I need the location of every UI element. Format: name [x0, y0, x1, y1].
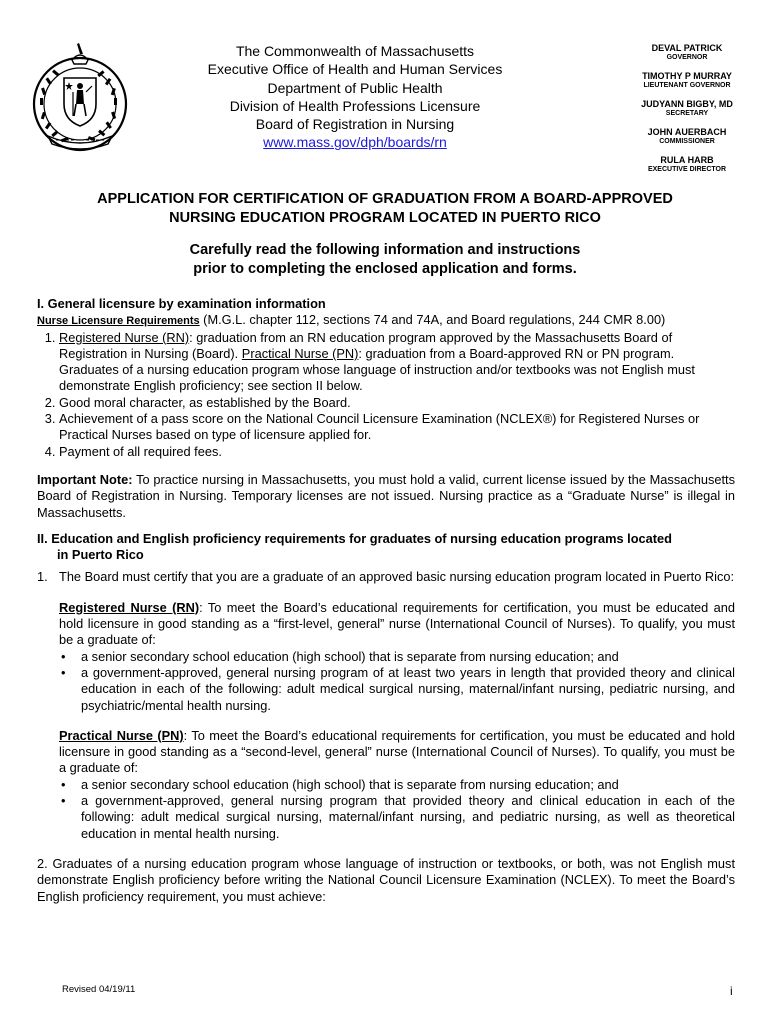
requirement-text: : graduation from a Board-approved RN or PN program. Graduates of a nursing education program whose language of instruction and/or textbooks was not English must demonstrate English proficiency; see section II below. — [59, 345, 695, 394]
pn-requirements-block — [37, 728, 735, 842]
official-entry — [612, 99, 762, 118]
official-entry — [612, 43, 762, 62]
list-item: • a government-approved, general nursing program that provided theory and clinical education in each of the following: adult medical surgical nursing, maternal/infant nursing, and pediatric nursing, as well as theoretical education in mental health nursing. — [59, 793, 735, 842]
document-body — [37, 296, 735, 918]
official-name: JOHN AUERBACH — [647, 127, 727, 137]
heading-line: in Puerto Rico — [57, 547, 144, 563]
massachusetts-seal-icon — [28, 40, 132, 156]
board-website-link[interactable]: www.mass.gov/dph/boards/rn — [263, 134, 447, 151]
important-text: To practice nursing in Massachusetts, you must hold a valid, current license issued by the Massachusetts Board of Registration in Nursing. Temporary licenses are not issued. Nursing practice as a “Graduate Nurse” is illegal in Massachusetts. — [37, 471, 735, 520]
rn-bullet-list — [59, 649, 735, 714]
list-item — [59, 330, 735, 395]
rn-label: Registered Nurse (RN) — [59, 329, 190, 345]
official-title: LIEUTENANT GOVERNOR — [643, 82, 731, 89]
official-title: EXECUTIVE DIRECTOR — [647, 166, 727, 173]
rn-title: Registered Nurse (RN) — [59, 599, 200, 615]
official-entry — [612, 71, 762, 90]
agency-line: The Commonwealth of Massachusetts — [235, 43, 475, 59]
requirement-text: : graduation from an RN education program approved by the Massachusetts Board of Registration in Nursing (Board). — [59, 329, 673, 361]
document-title — [20, 190, 750, 227]
list-item: 4. Payment of all required fees. — [59, 444, 735, 460]
official-entry — [612, 127, 762, 146]
list-item: 3. Achievement of a pass score on the National Council Licensure Examination (NCLEX®) for Registered Nurses or Practical Nurses based on type of licensure applied for. — [59, 411, 735, 444]
important-label: Important Note: — [37, 471, 133, 487]
requirements-list — [37, 330, 735, 460]
official-name: RULA HARB — [660, 155, 714, 165]
rn-text: : To meet the Board’s educational requirements for certification, you must be educated and hold licensure in good standing as a “first-level, general” nurse (International Council of Nurses). To qualify, you must be a graduate of: — [59, 599, 735, 648]
instructions-notice — [20, 241, 750, 278]
list-item: • a government-approved, general nursing program of at least two years in length that provided theory and clinical education in each of the following: adult medical surgical nursing, maternal/infant nursing, pediatric nursing, and psychiatric/mental health nursing. — [59, 665, 735, 714]
requirements-label: Nurse Licensure Requirements — [37, 315, 200, 328]
pn-label: Practical Nurse (PN) — [241, 345, 359, 361]
section-2-item-2: 2. Graduates of a nursing education program whose language of instruction or textbooks, or both, was not English must demonstrate English proficiency before writing the National Council Licensure Examination (NCLEX). To meet the Board’s English proficiency requirement, you must achieve: — [37, 855, 735, 904]
section-2-item-1 — [37, 569, 735, 585]
officials-list — [612, 43, 762, 179]
list-item: • a senior secondary school education (high school) that is separate from nursing education; and — [59, 649, 735, 665]
official-entry — [612, 155, 762, 174]
official-title: GOVERNOR — [666, 54, 708, 61]
rn-requirements-block — [37, 600, 735, 714]
page-number: i — [730, 984, 733, 998]
official-name: TIMOTHY P MURRAY — [642, 71, 732, 81]
title-line: APPLICATION FOR CERTIFICATION OF GRADUATION FROM A BOARD-APPROVED — [97, 191, 673, 207]
item-number: 1. — [37, 569, 48, 585]
important-note — [37, 472, 735, 521]
official-title: COMMISSIONER — [659, 138, 715, 145]
agency-line: Division of Health Professions Licensure — [229, 97, 481, 114]
agency-line: Board of Registration in Nursing — [255, 116, 455, 133]
revision-date: Revised 04/19/11 — [62, 984, 136, 995]
title-line: NURSING EDUCATION PROGRAM LOCATED IN PUERTO RICO — [169, 209, 601, 226]
section-2-heading — [37, 531, 735, 564]
pn-bullet-list — [59, 777, 735, 842]
official-title: SECRETARY — [665, 110, 709, 117]
notice-line: Carefully read the following information and instructions — [189, 242, 581, 258]
notice-line: prior to completing the enclosed application and forms. — [193, 260, 577, 277]
list-item: 2. Good moral character, as established by the Board. — [59, 395, 735, 411]
item-text: The Board must certify that you are a graduate of an approved basic nursing education program located in Puerto Rico: — [59, 569, 735, 585]
agency-line: Department of Public Health — [267, 79, 443, 96]
agency-header — [205, 42, 505, 152]
official-name: DEVAL PATRICK — [651, 43, 723, 53]
pn-text: : To meet the Board’s educational requirements for certification, you must be educated and hold licensure in good standing as a “second-level, general” nurse (International Council of Nurses). To qualify, you must be a graduate of: — [59, 727, 735, 776]
official-name: JUDYANN BIGBY, MD — [641, 99, 733, 109]
list-item: • a senior secondary school education (high school) that is separate from nursing education; and — [59, 777, 735, 793]
requirements-intro — [37, 312, 735, 329]
pn-title: Practical Nurse (PN) — [59, 727, 184, 743]
section-1-heading: I. General licensure by examination information — [37, 296, 326, 311]
requirements-citation: (M.G.L. chapter 112, sections 74 and 74A, and Board regulations, 244 CMR 8.00) — [199, 312, 666, 328]
heading-line: II. Education and English proficiency requirements for graduates of nursing education programs located — [37, 530, 672, 546]
agency-line: Executive Office of Health and Human Services — [207, 61, 503, 78]
